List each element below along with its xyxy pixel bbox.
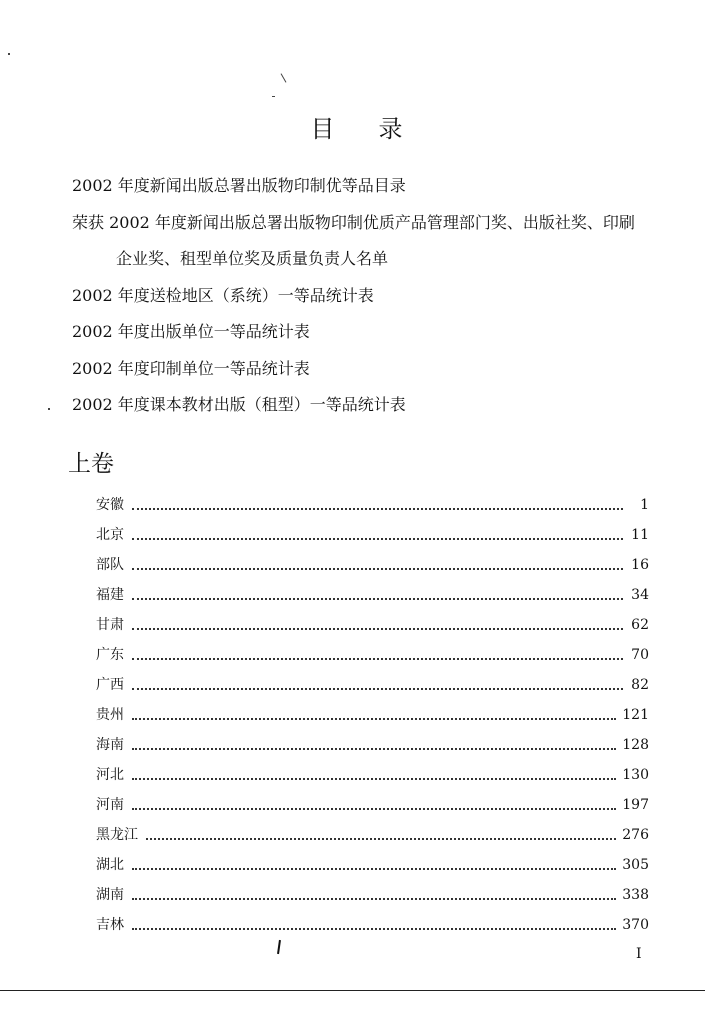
toc-entry-name: 河北 [96,767,124,783]
toc-entry[interactable] [96,786,649,816]
preface-item: 2002 年度课本教材出版（租型）一等品统计表 [72,395,406,414]
toc-entry[interactable] [96,666,649,696]
toc-list [96,486,649,936]
preface-item: 2002 年度新闻出版总署出版物印制优等品目录 [72,176,406,195]
dot-leader [146,838,616,840]
toc-entry[interactable] [96,486,649,516]
toc-entry[interactable] [96,816,649,846]
toc-entry-name: 湖南 [96,887,124,903]
page-title: 目录 [310,115,447,143]
toc-entry-name: 安徽 [96,497,124,513]
dot-leader [132,898,616,900]
toc-entry-page: 197 [622,797,649,813]
preface-item: 2002 年度送检地区（系统）一等品统计表 [72,285,374,305]
toc-entry-page: 11 [631,527,649,543]
toc-entry-page: 82 [631,677,649,693]
dot-leader [132,748,616,750]
toc-entry-name: 广西 [96,677,124,693]
toc-entry-page: 128 [622,737,649,753]
volume-heading: 上卷 [68,451,114,477]
preface-item: 2002 年度印制单位一等品统计表 [72,358,310,378]
toc-entry-page: 62 [631,617,649,633]
toc-entry-page: 276 [622,827,649,843]
dot-leader [132,508,623,510]
toc-entry-name: 广东 [96,647,124,663]
toc-entry[interactable] [96,546,649,576]
toc-entry-name: 甘肃 [96,617,124,633]
scan-speck [277,940,281,954]
toc-entry[interactable] [96,756,649,786]
dot-leader [132,808,616,810]
toc-entry-name: 北京 [96,527,124,543]
toc-entry-page: 130 [622,767,649,783]
toc-entry-name: 海南 [96,737,124,753]
dot-leader [132,868,616,870]
toc-entry-page: 1 [640,497,649,513]
toc-entry-page: 370 [622,917,649,933]
preface-item: 荣获 2002 年度新闻出版总署出版物印制优质产品管理部门奖、出版社奖、印刷 [72,212,635,232]
scan-speck [272,96,275,97]
dot-leader [132,598,623,600]
toc-entry-page: 305 [622,857,649,873]
toc-entry-name: 福建 [96,587,124,603]
dot-leader [132,718,616,720]
toc-entry-name: 吉林 [96,917,124,933]
toc-entry[interactable] [96,876,649,906]
toc-entry[interactable] [96,726,649,756]
bottom-rule [0,990,705,991]
toc-entry[interactable] [96,906,649,936]
toc-entry-page: 16 [631,557,649,573]
toc-entry-page: 121 [622,707,649,723]
toc-entry[interactable] [96,846,649,876]
toc-entry-page: 70 [631,647,649,663]
toc-entry[interactable] [96,606,649,636]
scan-speck [281,73,287,82]
toc-entry-name: 部队 [96,557,124,573]
dot-leader [132,628,623,630]
toc-entry[interactable] [96,636,649,666]
toc-entry[interactable] [96,696,649,726]
page-number: I [636,946,642,962]
toc-entry-name: 黑龙江 [96,827,138,843]
toc-entry-page: 34 [631,587,649,603]
preface-item: 企业奖、租型单位奖及质量负责人名单 [116,249,389,268]
scan-speck [48,408,50,410]
toc-entry-name: 贵州 [96,707,124,723]
preface-item: 2002 年度出版单位一等品统计表 [72,322,310,341]
dot-leader [132,778,616,780]
scan-speck [8,53,10,55]
dot-leader [132,658,623,660]
preface-list [72,174,672,430]
dot-leader [132,568,623,570]
toc-entry[interactable] [96,516,649,546]
toc-entry-name: 湖北 [96,857,124,873]
dot-leader [132,688,623,690]
toc-entry[interactable] [96,576,649,606]
dot-leader [132,538,623,540]
dot-leader [132,928,616,930]
toc-entry-page: 338 [622,887,649,903]
toc-entry-name: 河南 [96,797,124,813]
